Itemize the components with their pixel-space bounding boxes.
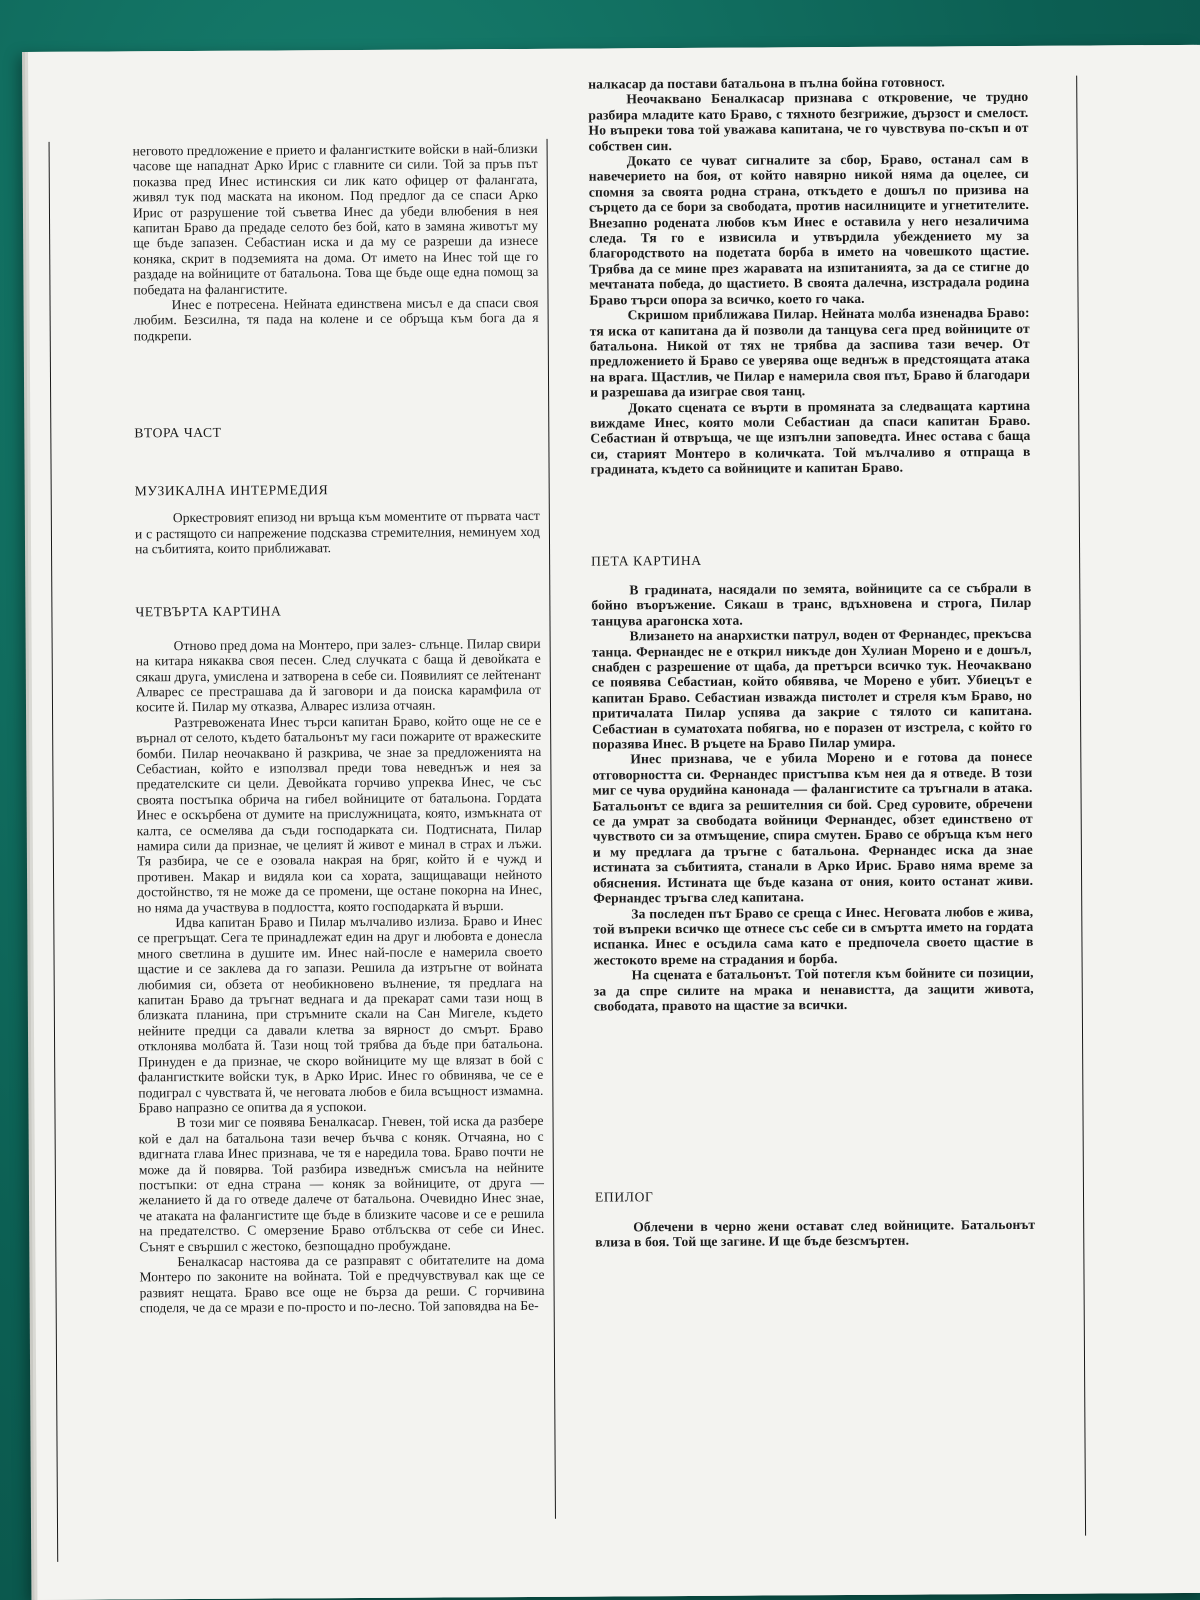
right-text-column — [588, 74, 1035, 1250]
part-two-heading: ВТОРА ЧАСТ — [134, 425, 222, 441]
epilogue-heading: ЕПИЛОГ — [594, 1189, 654, 1205]
booklet-page — [28, 45, 1200, 1600]
paragraph: Докато се чуват сигналите за сбор, Браво, останал сам в навечерието на боя, от който навярно никой няма да оцелее, си спомня за своята родна страна, откъдето е дошъл по призива на сърцето да се бори за свободата, против насилниците и угнетителите. Внезапно родената любов към Инес е оставила у него незаличима следа. Тя го е извисила и утвърдила убеждението му за благородството на подетата борба в името на човешкото щастие. Трябва да се мине през жаравата на изпитанията, за да се стигне до мечтаната победа, до щастието. В своята далечна, изстрадала родина Браво търси опора за всичко, което го чака. — [588, 150, 1030, 308]
left-text-column — [133, 141, 545, 1316]
paragraph: Отново пред дома на Монтеро, при залез- слънце. Пилар свири на китара някаква своя песен. След случката с баща й девойката е сякаш друга, умислена и затворена в себе си. Появилият се лейтенант Алварес се престрашава да й заговори и да поиска карамфила от косите й. Пилар му отказва, Алварес излиза отчаян. — [135, 635, 541, 715]
paragraph: Докато сцената се върти в промяната за следващата картина виждаме Инес, която моли Себастиан да спаси капитан Браво. Себастиан й отвръща, че ще изпълни заповедта. Инес остава с баща си, старият Монтеро в количката. Той мълчаливо я отпраща в градината, където са войниците и капитан Браво. — [590, 397, 1031, 477]
paragraph: Влизането на анархистки патрул, воден от Фернандес, прекъсва танца. Фернандес не е открил никъде дон Хулиан Морено и е дошъл, снабден с разрешение от щаба, да претърси всичко тук. Неочаквано се появява Себастиан, който обявява, че Морено е убит. Убиецът е капитан Браво. Себастиан изважда пистолет и стреля към Браво, но притичалата Пилар успява да закрие с тялото си капитана. Себастиан в суматохата побягва, но е поразен от изстрела, с който го поразява Инес. В ръцете на Браво Пилар умира. — [591, 626, 1033, 752]
paragraph: Инес е потресена. Нейната единствена мисъл е да спаси своя любим. Безсилна, тя пада на колене и се обръща към бога да я подкрепи. — [133, 294, 539, 344]
right-margin-rule — [1076, 76, 1086, 1536]
paragraph: налкасар да постави батальона в пълна бойна готовност. — [588, 74, 945, 92]
paragraph: В този миг се появява Беналкасар. Гневен, той иска да разбере кой е дал на батальона тази вечер бъчва с коняк. Отчаяна, но с вдигната глава Инес признава, че тя е наредила това. Браво почти не може да й повярва. Той разбира изведнъж смисъла на нейните постъпки: от една страна — коняк за войниците, от друга — желанието й да го отведе далече от батальона. Очевидно Инес знае, че атаката на фалангистите ще бъде в близките часове и се е решила на предателство. С омерзение Браво отблъсква от себе си Инес. Сънят е свършил с жестоко, безпощадно пробуждане. — [138, 1113, 545, 1254]
paragraph: Неочаквано Беналкасар признава с откровение, че трудно разбира младите като Браво, с тяхното безгрижие, дързост и смелост. Но въпреки това той уважава капитана, че го чувствува по-скъп и от собствен син. — [588, 89, 1029, 154]
interlude-heading: МУЗИКАЛНА ИНТЕРМЕДИЯ — [134, 481, 329, 499]
paragraph: Разтревожената Инес търси капитан Браво, който още не се е върнал от селото, където батальонът му гаси пожарите от вражеските бомби. Пилар неочаквано й разкрива, че знае за предложенията на Себастиан, който е използвал преди това неведнъж и нея за предателските си цели. Девойката горчиво упреква Инес, че със своята постъпка обрича на гибел войниците от батальона. Гордата Инес е оскърбена от думите на прислужницата, която, измъкната от калта, се осмелява да съди господарката си. Подтисната, Пилар намира сили да признае, че целият й живот е минал в страх и лъжи. Тя разбира, че се е озовала накрая на бряг, който й е чужд и противен. Макар и видяла кои са хората, защищаващи нейното достойнство, тя не може да се промени, ще остане покорна на Инес, но няма да участвува в подлостта, която господарката й върши. — [136, 712, 543, 915]
paragraph: Облечени в черно жени остават след войниците. Батальонът влиза в боя. Той ще загине. И ще бъде безсмъртен. — [595, 1216, 1036, 1250]
paragraph: На сцената е батальонът. Той потегля към бойните си позиции, за да спре силите на мрака и ненавистта, да защити живота, свободата, правото на щастие за всички. — [593, 964, 1034, 1014]
paragraph: Оркестровият епизод ни връща към моментите от първата част и с растящото си напрежение подсказва стремителния, неминуем ход на събитията, които приближават. — [134, 507, 540, 557]
paragraph: Идва капитан Браво и Пилар мълчаливо излиза. Браво и Инес се прегръщат. Сега те принадлежат един на друг и любовта е донесла много светлина в душите им. Инес най-после е намерила своето щастие и се заклева да го запази. Решила да изтръгне от войната любимия си, обзета от необикновено вълнение, тя предлага на капитан Браво да тръгнат веднага и да прекарат сами тази нощ в близката планина, при стръмните скали на Сан Мигеле, където нейните предци са давали клетва за вярност до смърт. Браво отклонява молбата й. Тази нощ той трябва да бъде при батальона. Принуден е да признае, че скоро войниците му ще влязат в бой с фалангистките войски тук, в Арко Ирис. Инес го обвинява, че се е подиграл с чувствата й, че неговата любов е била всъщност измамна. Браво напразно се опитва да я успокои. — [137, 912, 544, 1116]
left-margin-rule — [49, 142, 59, 1562]
paragraph: За последен път Браво се среща с Инес. Неговата любов е жива, той въпреки всичко ще отнесе със себе си в смъртта името на гордата испанка. Инес е осъдила сама като е предпочела своето щастие в жестокото време на страдания и борба. — [593, 903, 1034, 968]
scene-five-heading: ПЕТА КАРТИНА — [591, 552, 702, 569]
paragraph: В градината, насядали по земята, войниците са се събрали в бойно въоръжение. Сякаш в транс, вдъхновена и строга, Пилар танцува арагонска хота. — [591, 579, 1032, 629]
scene-four-heading: ЧЕТВЪРТА КАРТИНА — [135, 603, 282, 620]
paragraph: неговото предложение е прието и фалангистките войски в най-близки часове ще нападнат Арко Ирис с главните си сили. Той за пръв път показва пред Инес истинския си лик като офицер от фалангата, живял тук под маската на иконом. Под предлог да се спаси Арко Ирис от разрушение той съветва Инес да убеди влюбения в нея капитан Браво да предаде селото без бой, като в замяна животът му ще бъде запазен. Себастиан иска и да му се разреши да изнесе коняка, скрит в подземията на дома. От името на Инес той ще го раздаде на войниците от батальона. Това ще бъде още една помощ за победата на фалангистите. — [132, 140, 539, 298]
paragraph: Инес признава, че е убила Морено и е готова да понесе отговорността си. Фернандес пристъпва към нея да я отведе. В този миг се чува орудийна канонада — фалангистите са тръгнали в атака. Батальонът се вдига за решителния си бой. Сред суровите, обречени се да умрат за свободата войници Фернандес, обзет единствено от чувството си за отмъщение, спира смутен. Браво се обръща към него и му предлага да тръгне с батальона. Фернандес иска да знае истината за събитията, станали в Арко Ирис. Браво няма време за обяснения. Истината ще бъде казана от ония, които останат живи. Фернандес тръгва след капитана. — [592, 749, 1034, 906]
paragraph: Беналкасар настоява да се разправят с обитателите на дома Монтеро по законите на войната. Той е предчувствувал как ще се развият нещата. Браво все още не бърза да реши. С горчивина споделя, че да се мрази е по-просто и по-лесно. Той заповядва на Бе- — [139, 1251, 545, 1316]
column-divider-rule — [547, 139, 556, 1519]
paragraph: Скришом приближава Пилар. Нейната молба изненадва Браво: тя иска от капитана да й позволи да танцува сега пред войниците от батальона. Никой от тях не трябва да заспива тази вечер. От предложението й Браво се уверява още веднъж в предстоящата атака на врага. Щастлив, че Пилар е намерила своя път, Браво й благодари и разрешава да изиграе своя танц. — [589, 304, 1031, 400]
